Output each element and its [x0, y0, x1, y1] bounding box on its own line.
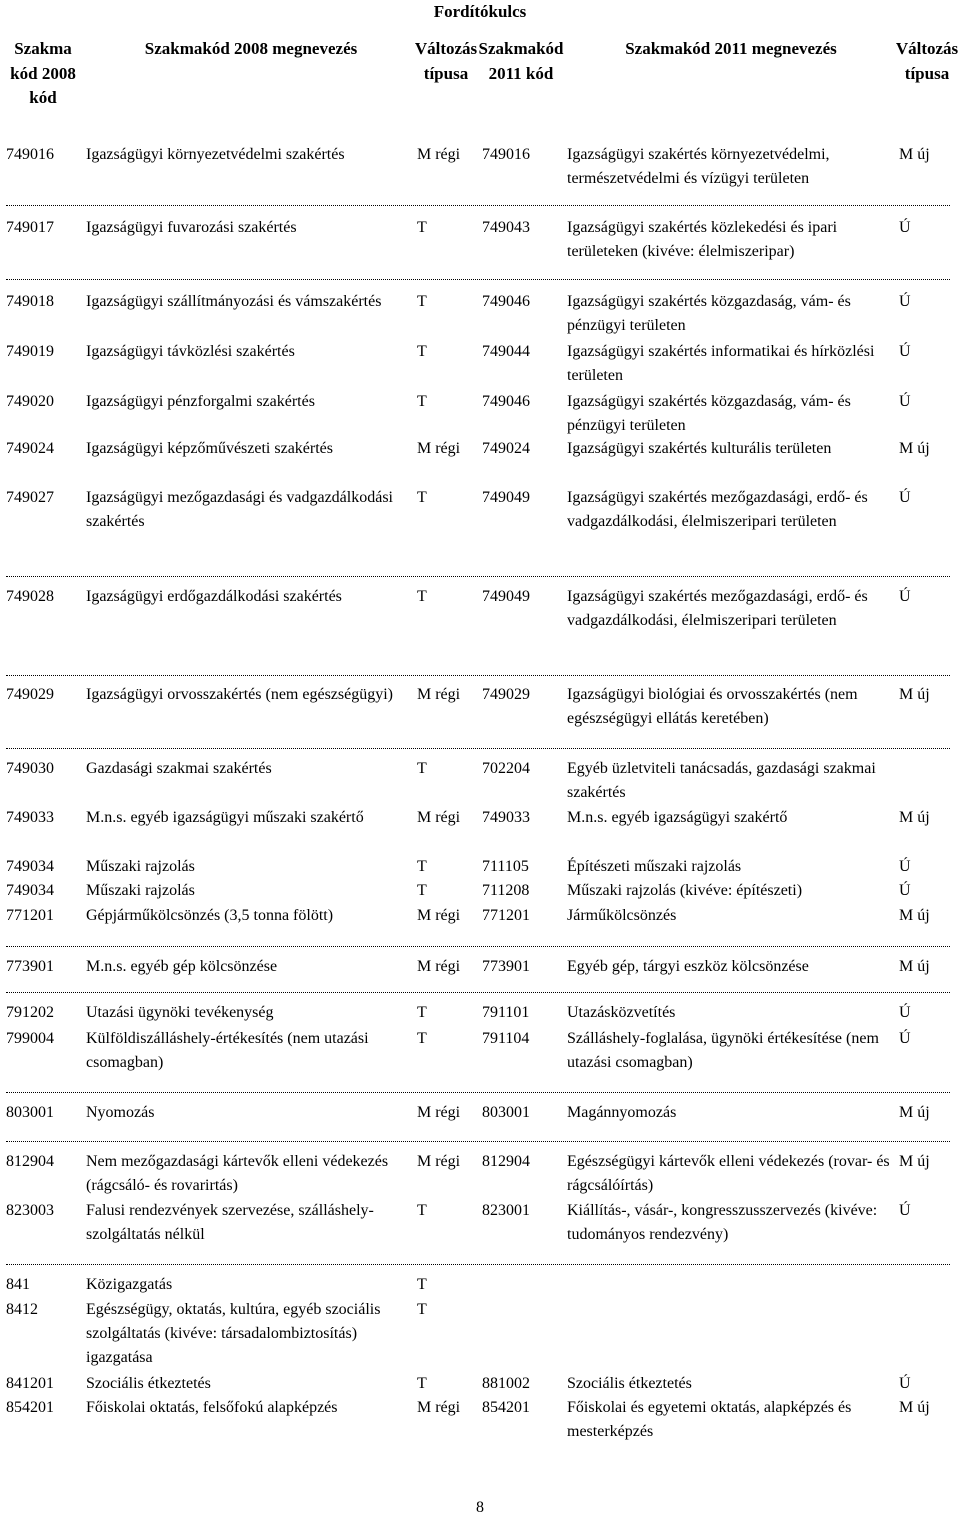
cell-code-2008: 749028 — [6, 588, 54, 605]
page-number: 8 — [476, 1499, 484, 1516]
cell-change-type-1: T — [417, 1375, 427, 1392]
cell-name-2011: Igazságügyi szakértés közlekedési és ipari területeken (kivéve: élelmiszeripar) — [567, 219, 838, 260]
cell-name-2008: Szociális étkeztetés — [86, 1375, 211, 1392]
cell-name-2008: M.n.s. egyéb gép kölcsönzése — [86, 958, 278, 975]
cell-name-2008: Egészségügy, oktatás, kultúra, egyéb szociális szolgáltatás (kivéve: társadalombiztosítás) igazgatása — [86, 1301, 381, 1366]
cell-code-2008: 749024 — [6, 440, 54, 457]
row-divider — [6, 205, 950, 206]
cell-code-2011: 773901 — [482, 958, 530, 975]
cell-code-2008: 749030 — [6, 760, 54, 777]
cell-code-2011: 702204 — [482, 760, 530, 777]
cell-name-2008: M.n.s. egyéb igazságügyi műszaki szakértő — [86, 809, 364, 826]
cell-name-2008: Közigazgatás — [86, 1276, 173, 1293]
cell-change-type-2: M új — [899, 686, 930, 703]
cell-code-2008: 749034 — [6, 882, 54, 899]
cell-code-2008: 749029 — [6, 686, 54, 703]
cell-name-2011: Igazságügyi szakértés mezőgazdasági, erdő- és vadgazdálkodási, élelmiszeripari területen — [567, 489, 868, 530]
cell-code-2011: 749033 — [482, 809, 530, 826]
cell-code-2011: 749016 — [482, 146, 530, 163]
cell-code-2011: 749043 — [482, 219, 530, 236]
row-divider — [6, 946, 950, 947]
cell-code-2008: 803001 — [6, 1104, 54, 1121]
row-divider — [6, 748, 950, 749]
cell-code-2011: 711208 — [482, 882, 530, 899]
cell-change-type-2: Ú — [899, 1004, 911, 1021]
cell-code-2011: 854201 — [482, 1399, 530, 1416]
cell-code-2011: 749029 — [482, 686, 530, 703]
cell-code-2011: 881002 — [482, 1375, 530, 1392]
cell-code-2011: 711105 — [482, 858, 529, 875]
cell-code-2011: 749049 — [482, 489, 530, 506]
cell-name-2008: Igazságügyi pénzforgalmi szakértés — [86, 393, 315, 410]
cell-change-type-1: M régi — [417, 1153, 461, 1170]
cell-code-2008: 812904 — [6, 1153, 54, 1170]
cell-change-type-2: Ú — [899, 343, 911, 360]
cell-name-2011: Szociális étkeztetés — [567, 1375, 692, 1392]
cell-name-2008: Igazságügyi szállítmányozási és vámszakértés — [86, 293, 382, 310]
cell-name-2011: M.n.s. egyéb igazságügyi szakértő — [567, 809, 788, 826]
cell-name-2011: Műszaki rajzolás (kivéve: építészeti) — [567, 882, 803, 899]
cell-code-2008: 823003 — [6, 1202, 54, 1219]
cell-code-2011: 749046 — [482, 393, 530, 410]
cell-change-type-2: Ú — [899, 293, 911, 310]
cell-name-2008: Igazságügyi környezetvédelmi szakértés — [86, 146, 345, 163]
cell-change-type-1: T — [417, 1030, 427, 1047]
cell-name-2008: Igazságügyi képzőművészeti szakértés — [86, 440, 334, 457]
row-divider — [6, 675, 950, 676]
cell-name-2011: Építészeti műszaki rajzolás — [567, 858, 742, 875]
row-divider — [6, 1092, 950, 1093]
cell-name-2011: Igazságügyi szakértés kulturális területen — [567, 440, 832, 457]
cell-code-2011: 749049 — [482, 588, 530, 605]
header-name-2008: Szakmakód 2008 megnevezés — [144, 39, 358, 58]
cell-code-2008: 773901 — [6, 958, 54, 975]
cell-code-2011: 771201 — [482, 907, 530, 924]
cell-change-type-1: T — [417, 293, 427, 310]
cell-name-2008: Nem mezőgazdasági kártevők elleni védekezés (rágcsáló- és rovarirtás) — [86, 1153, 389, 1194]
cell-code-2008: 749016 — [6, 146, 54, 163]
cell-change-type-1: T — [417, 1276, 427, 1293]
cell-code-2011: 823001 — [482, 1202, 530, 1219]
cell-change-type-2: Ú — [899, 393, 911, 410]
cell-code-2008: 799004 — [6, 1030, 54, 1047]
cell-name-2008: Utazási ügynöki tevékenység — [86, 1004, 274, 1021]
cell-change-type-2: Ú — [899, 219, 911, 236]
header-change-type-1: Változás típusa — [414, 39, 478, 83]
cell-change-type-1: T — [417, 393, 427, 410]
cell-change-type-1: T — [417, 882, 427, 899]
cell-name-2011: Főiskolai és egyetemi oktatás, alapképzés és mesterképzés — [567, 1399, 852, 1440]
cell-change-type-2: M új — [899, 958, 930, 975]
cell-change-type-2: M új — [899, 1399, 930, 1416]
cell-change-type-1: M régi — [417, 809, 461, 826]
cell-code-2011: 803001 — [482, 1104, 530, 1121]
cell-change-type-1: T — [417, 343, 427, 360]
cell-code-2008: 854201 — [6, 1399, 54, 1416]
row-divider — [6, 1264, 950, 1265]
cell-name-2008: Gazdasági szakmai szakértés — [86, 760, 272, 777]
cell-name-2011: Egészségügyi kártevők elleni védekezés (rovar- és rágcsálóírtás) — [567, 1153, 890, 1194]
cell-code-2008: 749020 — [6, 393, 54, 410]
cell-change-type-2: Ú — [899, 1202, 911, 1219]
cell-change-type-1: M régi — [417, 686, 461, 703]
cell-name-2008: Igazságügyi távközlési szakértés — [86, 343, 295, 360]
cell-name-2008: Műszaki rajzolás — [86, 882, 195, 899]
cell-change-type-2: M új — [899, 1153, 930, 1170]
cell-code-2011: 749024 — [482, 440, 530, 457]
cell-change-type-2: Ú — [899, 1375, 911, 1392]
cell-change-type-1: T — [417, 1202, 427, 1219]
cell-change-type-1: M régi — [417, 907, 461, 924]
row-divider — [6, 992, 950, 993]
cell-code-2008: 749017 — [6, 219, 54, 236]
cell-change-type-1: M régi — [417, 146, 461, 163]
cell-name-2011: Egyéb üzletviteli tanácsadás, gazdasági szakmai szakértés — [567, 760, 876, 801]
cell-name-2008: Igazságügyi mezőgazdasági és vadgazdálkodási szakértés — [86, 489, 393, 530]
header-code-2011: Szakmakód 2011 kód — [478, 39, 564, 83]
cell-change-type-2: M új — [899, 907, 930, 924]
cell-name-2011: Utazásközvetítés — [567, 1004, 676, 1021]
cell-change-type-2: M új — [899, 1104, 930, 1121]
cell-code-2008: 749033 — [6, 809, 54, 826]
cell-change-type-1: T — [417, 1004, 427, 1021]
cell-code-2011: 749046 — [482, 293, 530, 310]
cell-change-type-2: M új — [899, 809, 930, 826]
cell-change-type-1: M régi — [417, 1104, 461, 1121]
header-code-2008: Szakma kód 2008 kód — [10, 39, 76, 107]
cell-code-2008: 841201 — [6, 1375, 54, 1392]
cell-change-type-2: Ú — [899, 588, 911, 605]
cell-change-type-1: M régi — [417, 1399, 461, 1416]
cell-name-2011: Igazságügyi szakértés mezőgazdasági, erdő- és vadgazdálkodási, élelmiszeripari területen — [567, 588, 868, 629]
cell-code-2008: 749018 — [6, 293, 54, 310]
cell-code-2008: 791202 — [6, 1004, 54, 1021]
cell-name-2008: Igazságügyi fuvarozási szakértés — [86, 219, 297, 236]
cell-name-2011: Szálláshely-foglalása, ügynöki értékesítése (nem utazási csomagban) — [567, 1030, 879, 1071]
cell-name-2008: Főiskolai oktatás, felsőfokú alapképzés — [86, 1399, 338, 1416]
cell-change-type-1: T — [417, 219, 427, 236]
cell-name-2011: Igazságügyi biológiai és orvosszakértés (nem egészségügyi ellátás keretében) — [567, 686, 858, 727]
cell-change-type-2: Ú — [899, 882, 911, 899]
cell-name-2011: Magánnyomozás — [567, 1104, 677, 1121]
cell-name-2011: Igazságügyi szakértés közgazdaság, vám- és pénzügyi területen — [567, 293, 851, 334]
cell-change-type-2: Ú — [899, 489, 911, 506]
cell-name-2011: Igazságügyi szakértés környezetvédelmi, természetvédelmi és vízügyi területen — [567, 146, 830, 187]
cell-change-type-2: Ú — [899, 1030, 911, 1047]
cell-name-2011: Igazságügyi szakértés informatikai és hírközlési területen — [567, 343, 875, 384]
cell-change-type-1: T — [417, 760, 427, 777]
cell-name-2011: Egyéb gép, tárgyi eszköz kölcsönzése — [567, 958, 809, 975]
header-name-2011: Szakmakód 2011 megnevezés — [625, 39, 837, 58]
cell-name-2008: Igazságügyi erdőgazdálkodási szakértés — [86, 588, 342, 605]
cell-name-2008: Külföldiszálláshely-értékesítés (nem utazási csomagban) — [86, 1030, 369, 1071]
cell-code-2008: 749034 — [6, 858, 54, 875]
cell-change-type-1: M régi — [417, 958, 461, 975]
cell-change-type-2: Ú — [899, 858, 911, 875]
cell-code-2008: 749027 — [6, 489, 54, 506]
cell-change-type-1: M régi — [417, 440, 461, 457]
cell-code-2008: 749019 — [6, 343, 54, 360]
cell-name-2011: Igazságügyi szakértés közgazdaság, vám- és pénzügyi területen — [567, 393, 851, 434]
cell-code-2008: 841 — [6, 1276, 30, 1293]
row-divider — [6, 1141, 950, 1142]
cell-code-2011: 791104 — [482, 1030, 530, 1047]
cell-code-2008: 771201 — [6, 907, 54, 924]
cell-name-2011: Kiállítás-, vásár-, kongresszusszervezés (kivéve: tudományos rendezvény) — [567, 1202, 878, 1243]
cell-change-type-1: T — [417, 1301, 427, 1318]
cell-code-2011: 791101 — [482, 1004, 530, 1021]
cell-name-2008: Igazságügyi orvosszakértés (nem egészségügyi) — [86, 686, 393, 703]
cell-change-type-1: T — [417, 858, 427, 875]
cell-change-type-1: T — [417, 588, 427, 605]
cell-change-type-2: M új — [899, 146, 930, 163]
cell-code-2011: 812904 — [482, 1153, 530, 1170]
cell-name-2008: Nyomozás — [86, 1104, 155, 1121]
row-divider — [6, 279, 950, 280]
row-divider — [6, 576, 950, 577]
cell-code-2008: 8412 — [6, 1301, 38, 1318]
header-change-type-2: Változás típusa — [895, 39, 959, 83]
cell-name-2008: Műszaki rajzolás — [86, 858, 195, 875]
cell-code-2011: 749044 — [482, 343, 530, 360]
cell-name-2011: Járműkölcsönzés — [567, 907, 677, 924]
cell-name-2008: Gépjárműkölcsönzés (3,5 tonna fölött) — [86, 907, 334, 924]
page-title: Fordítókulcs — [433, 2, 527, 21]
cell-change-type-2: M új — [899, 440, 930, 457]
cell-change-type-1: T — [417, 489, 427, 506]
cell-name-2008: Falusi rendezvények szervezése, szálláshely-szolgáltatás nélkül — [86, 1202, 374, 1243]
